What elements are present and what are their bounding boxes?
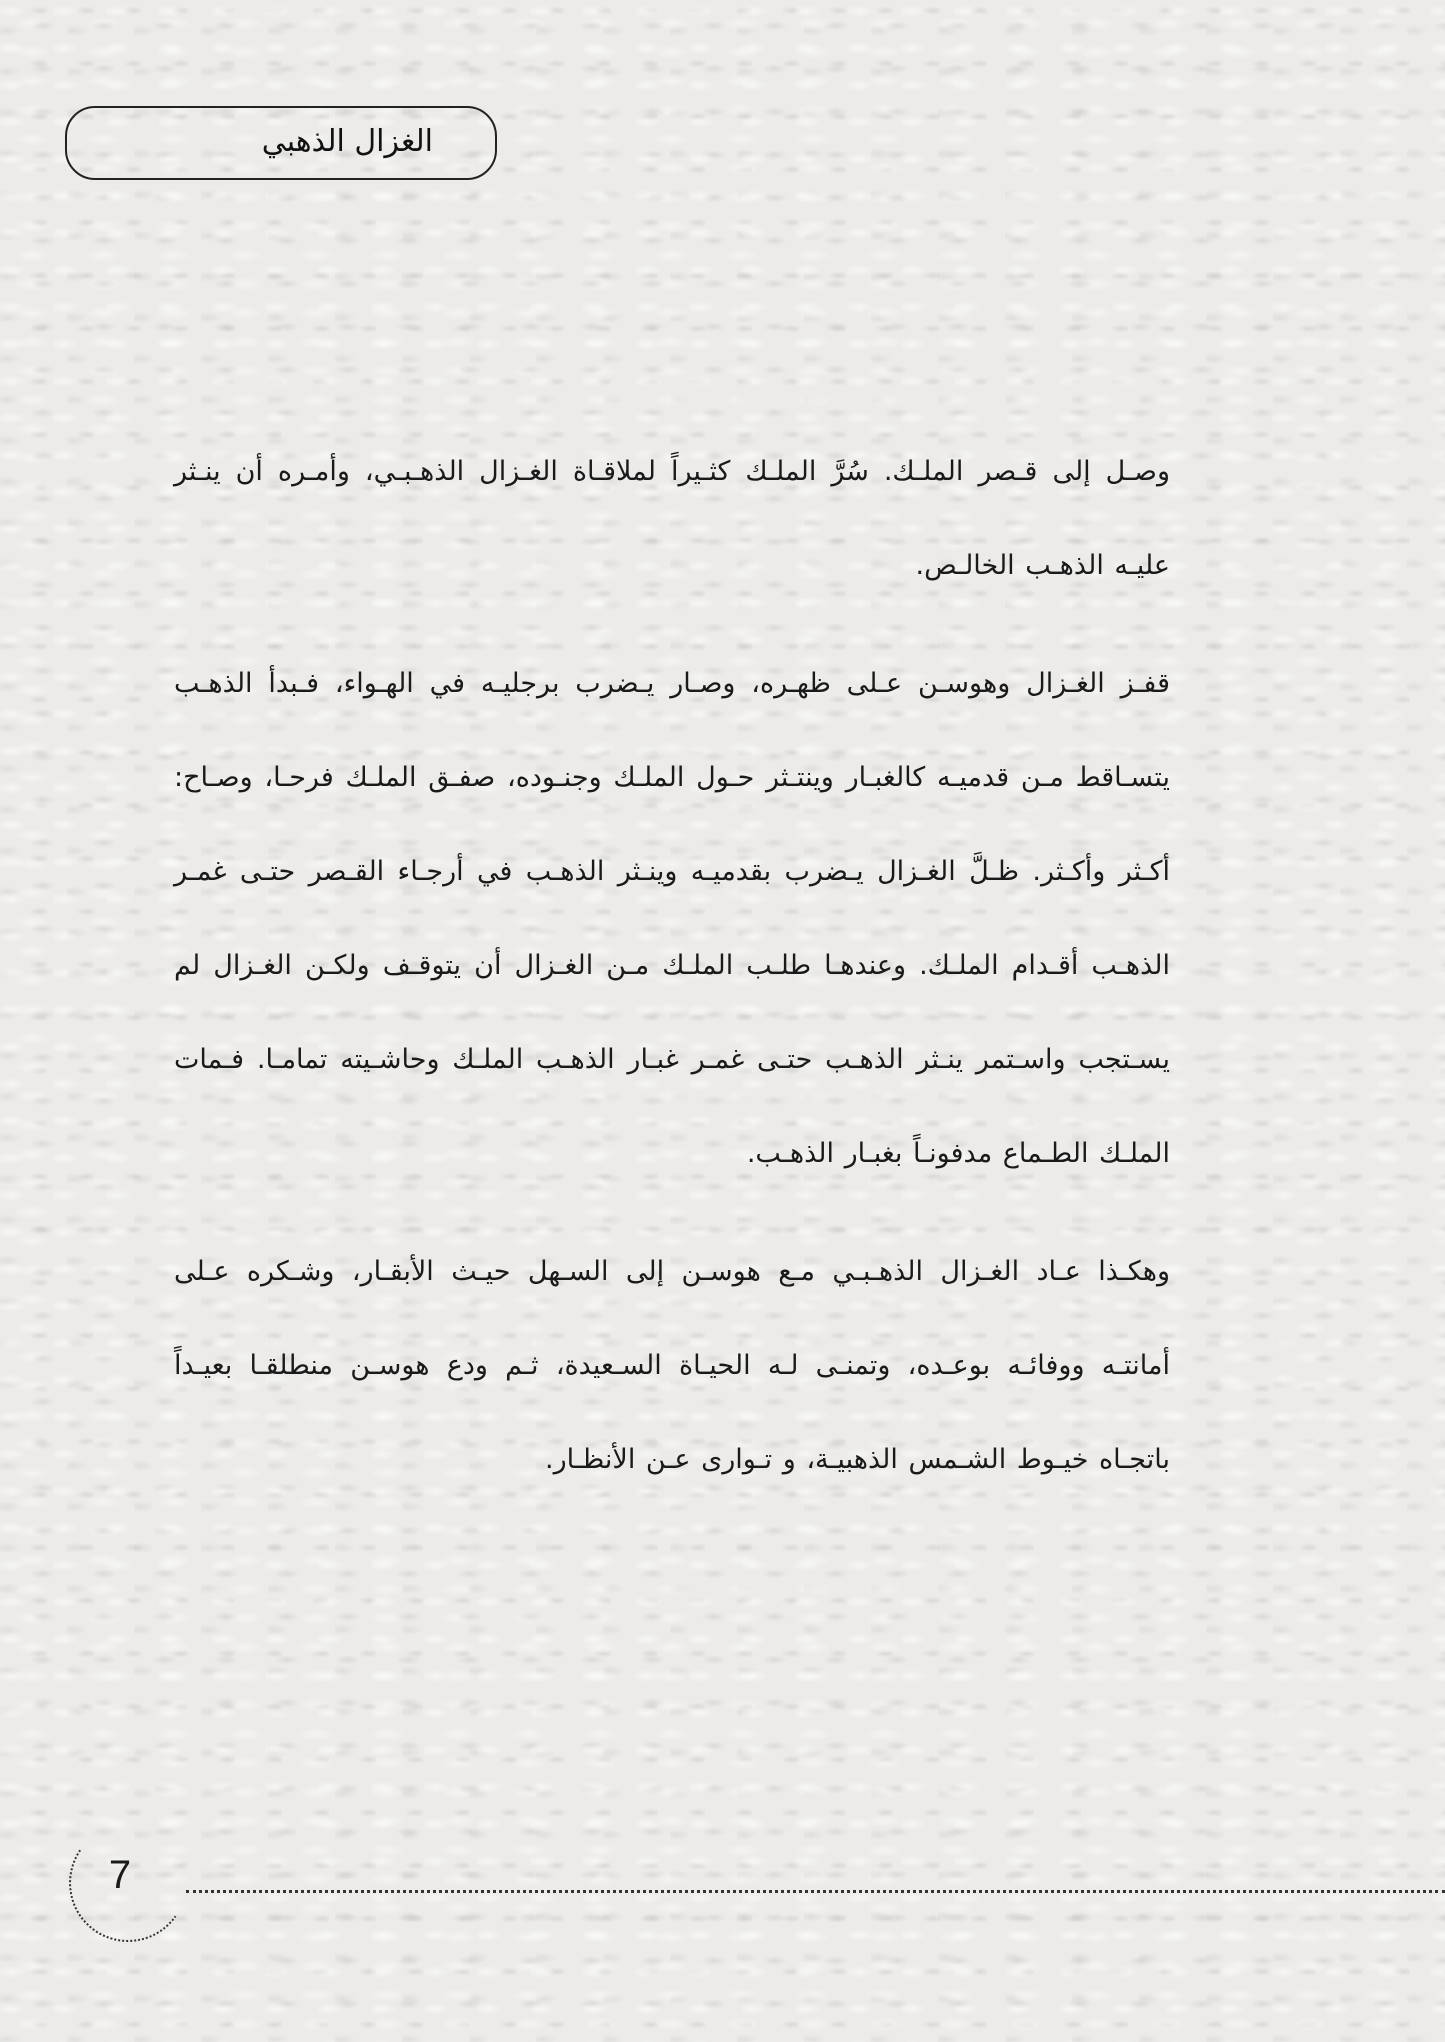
page-header-title: الغزال الذهبي [261,124,433,159]
paragraph-2: قفـز الغـزال وهوسـن عـلى ظهـره، وصـار يـضرب برجليـه في الهـواء، فـبدأ الذهـب يتسـاقط مـن قدميـه كالغبـار وينتـثر حـول الملـك وجنـوده، صفـق الملـك فرحـا، وصـاح: أكـثر وأكـثر. ظـلَّ الغـزال يـضرب بقدميـه وينـثر الذهـب في أرجـاء القـصر حتـى غمـر الذهـب أقـدام الملـك. وعندهـا طلـب الملـك مـن الغـزال أن يتوقـف ولكـن الغـزال لم يسـتجب واسـتمر ينـثر الذهـب حتـى غمـر غبـار الذهـب الملـك وحاشـيته تمامـا. فـمات الملـك الطـماع مدفونـاً بغبـار الذهـب. [174,668,1170,1169]
paragraph-3: وهكـذا عـاد الغـزال الذهـبـي مـع هوسـن إلى السـهل حيـث الأبقـار، وشـكره عـلى أمانتـه ووفائـه بوعـده، وتمنـى لـه الحيـاة السـعيدة، ثـم ودع هوسـن منطلقـا بعيـداً باتجـاه خيـوط الشـمس الذهبيـة، و تـوارى عـن الأنظـار. [174,1256,1170,1475]
page-number: 7 [108,1853,132,1897]
paragraph-1: وصـل إلى قـصر الملـك. سُرَّ الملـك كثـيراً لملاقـاة الغـزال الذهـبـي، وأمـره أن ينـثر عليـه الذهـب الخالـص. [174,456,1170,581]
footer-dotted-line [186,1890,1445,1893]
header-title-box [65,106,497,180]
story-body [174,425,1170,1531]
